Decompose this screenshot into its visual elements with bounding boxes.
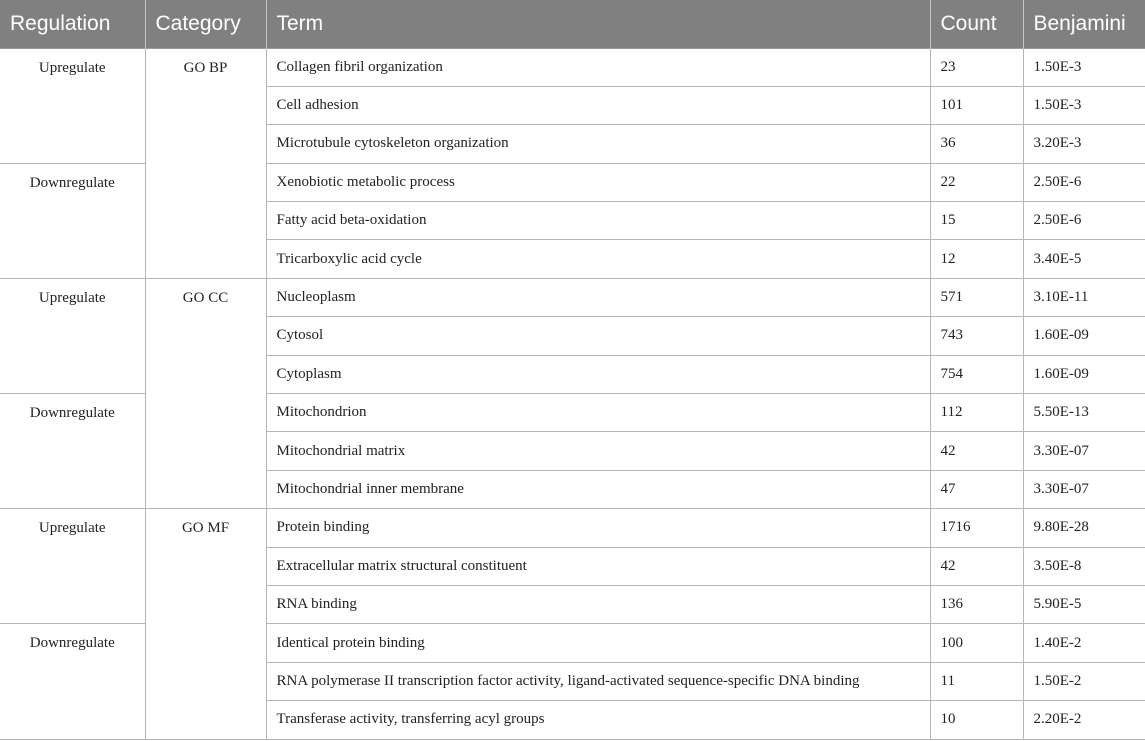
term-cell: Protein binding [266,509,930,547]
category-cell: GO CC [145,278,266,508]
term-cell: Identical protein binding [266,624,930,662]
header-regulation: Regulation [0,0,145,48]
table-row [0,278,1145,316]
benjamini-cell: 3.50E-8 [1023,547,1145,585]
benjamini-cell: 3.30E-07 [1023,432,1145,470]
count-cell: 36 [930,125,1023,163]
benjamini-cell: 3.20E-3 [1023,125,1145,163]
term-cell: Tricarboxylic acid cycle [266,240,930,278]
benjamini-cell: 1.50E-2 [1023,662,1145,700]
term-cell: Extracellular matrix structural constituent [266,547,930,585]
benjamini-cell: 3.10E-11 [1023,278,1145,316]
header-term: Term [266,0,930,48]
term-cell: Nucleoplasm [266,278,930,316]
category-cell: GO BP [145,48,266,278]
regulation-cell: Downregulate [0,394,145,509]
count-cell: 15 [930,202,1023,240]
count-cell: 23 [930,48,1023,86]
term-cell: Xenobiotic metabolic process [266,163,930,201]
regulation-cell: Upregulate [0,278,145,393]
term-cell: RNA polymerase II transcription factor activity, ligand-activated sequence-specific DNA binding [266,662,930,700]
regulation-cell: Upregulate [0,48,145,163]
term-cell: Mitochondrion [266,394,930,432]
benjamini-cell: 3.30E-07 [1023,470,1145,508]
term-cell: RNA binding [266,585,930,623]
benjamini-cell: 3.40E-5 [1023,240,1145,278]
count-cell: 22 [930,163,1023,201]
benjamini-cell: 5.90E-5 [1023,585,1145,623]
count-cell: 136 [930,585,1023,623]
count-cell: 42 [930,547,1023,585]
count-cell: 12 [930,240,1023,278]
header-count: Count [930,0,1023,48]
count-cell: 101 [930,86,1023,124]
term-cell: Mitochondrial inner membrane [266,470,930,508]
table-row [0,48,1145,86]
benjamini-cell: 5.50E-13 [1023,394,1145,432]
regulation-cell: Upregulate [0,509,145,624]
category-cell: GO MF [145,509,266,739]
benjamini-cell: 2.20E-2 [1023,701,1145,739]
benjamini-cell: 2.50E-6 [1023,163,1145,201]
count-cell: 743 [930,317,1023,355]
count-cell: 1716 [930,509,1023,547]
benjamini-cell: 2.50E-6 [1023,202,1145,240]
regulation-cell: Downregulate [0,163,145,278]
header-row [0,0,1145,48]
benjamini-cell: 9.80E-28 [1023,509,1145,547]
benjamini-cell: 1.50E-3 [1023,48,1145,86]
term-cell: Transferase activity, transferring acyl groups [266,701,930,739]
term-cell: Cytosol [266,317,930,355]
benjamini-cell: 1.60E-09 [1023,317,1145,355]
count-cell: 571 [930,278,1023,316]
count-cell: 11 [930,662,1023,700]
term-cell: Cell adhesion [266,86,930,124]
term-cell: Cytoplasm [266,355,930,393]
term-cell: Microtubule cytoskeleton organization [266,125,930,163]
count-cell: 42 [930,432,1023,470]
table-row [0,509,1145,547]
benjamini-cell: 1.60E-09 [1023,355,1145,393]
table-header [0,0,1145,48]
benjamini-cell: 1.50E-3 [1023,86,1145,124]
benjamini-cell: 1.40E-2 [1023,624,1145,662]
count-cell: 754 [930,355,1023,393]
term-cell: Collagen fibril organization [266,48,930,86]
count-cell: 112 [930,394,1023,432]
count-cell: 100 [930,624,1023,662]
regulation-cell: Downregulate [0,624,145,739]
header-category: Category [145,0,266,48]
count-cell: 47 [930,470,1023,508]
count-cell: 10 [930,701,1023,739]
table-body [0,48,1145,739]
term-cell: Mitochondrial matrix [266,432,930,470]
header-benjamini: Benjamini [1023,0,1145,48]
term-cell: Fatty acid beta-oxidation [266,202,930,240]
